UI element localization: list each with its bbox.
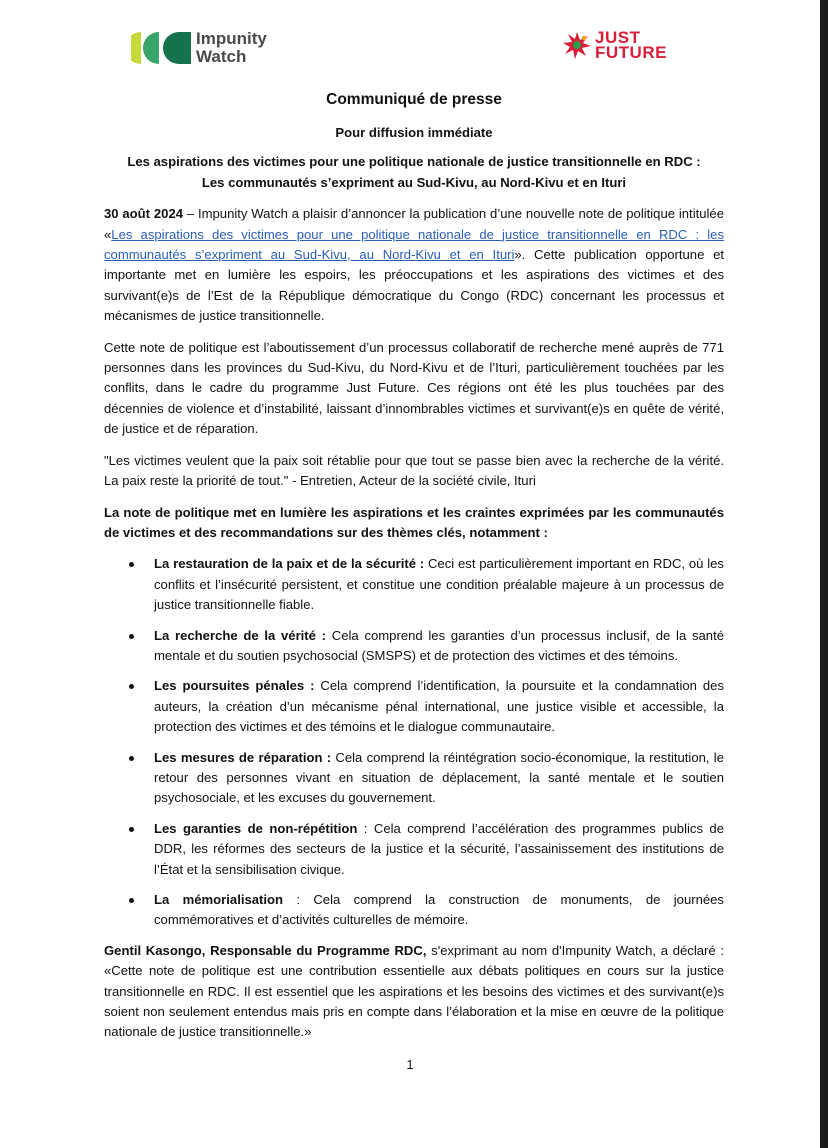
theme-label: Les mesures de réparation :: [154, 749, 332, 765]
theme-text: Ceci est particulièrement important en RDC, où les conflits et l’insécurité persistent, et constitue une condition préalable majeure à un processus de justice transitionnelle fiable.: [154, 556, 724, 613]
list-item: [104, 819, 724, 880]
theme-text: Cela comprend l’identification, la poursuite et la condamnation des auteurs, la création d’un mécanisme pénal international, une justice visible et accessible, la protection des victimes et des témoins et le dialogue communautaire.: [154, 678, 724, 735]
bullet-icon: [129, 562, 134, 567]
list-item: [104, 676, 724, 737]
just-future-logo-text: JUST FUTURE: [595, 28, 667, 62]
theme-label: La restauration de la paix et de la sécurité :: [154, 556, 425, 572]
bullet-icon: [129, 634, 134, 639]
victim-quote: "Les victimes veulent que la paix soit rétablie pour que tout se passe bien avec la recherche de la vérité. La paix reste la priorité de tout." - Entretien, Acteur de la société civile, Ituri: [104, 452, 724, 489]
closing-text: s'exprimant au nom d'Impunity Watch, a déclaré : «Cette note de politique est une contribution essentielle aux débats politiques en cours sur la justice transitionnelle en RDC. Il est essentiel que les aspirations et les besoins des victimes et des survivant(e)s soient non seulement entendus mais pris en compte dans l’élaboration et la mise en œuvre de la politique nationale de justice transitionnelle.»: [104, 942, 724, 1040]
bullet-icon: [129, 684, 134, 689]
heading-line-1: Les aspirations des victimes pour une politique nationale de justice transitionnelle en RDC :: [127, 154, 701, 170]
policy-note-link[interactable]: Les aspirations des victimes pour une politique nationale de justice transitionnelle en RDC : les communautés s’expriment au Sud-Kivu, au Nord-Kivu et en Ituri: [104, 226, 724, 263]
theme-text: : Cela comprend l’accélération des programmes publics de DDR, les réformes des secteurs de la justice et la sécurité, l’assainissement des institutions de l’État et la sensibilisation civique.: [154, 820, 724, 877]
press-release-body: [104, 89, 724, 1054]
page-number: 1: [406, 1057, 414, 1072]
list-item: [104, 626, 724, 667]
document-heading: [104, 152, 724, 193]
impunity-watch-logo-text: Impunity Watch: [196, 29, 267, 66]
bullet-icon: [129, 827, 134, 832]
list-item: [104, 890, 724, 931]
just-future-logo: [562, 28, 667, 62]
heading-line-2: Les communautés s’expriment au Sud-Kivu, au Nord-Kivu et en Ituri: [201, 174, 627, 190]
release-notice: Pour diffusion immédiate: [335, 125, 493, 140]
just-future-logo-icon: [562, 30, 592, 60]
theme-text: Cela comprend la réintégration socio-économique, la restitution, le retour des personnes vivant en situation de déplacement, la santé mentale et le soutien psychosociale, et les excuses du gouvernement.: [154, 749, 724, 806]
theme-label: Les garanties de non-répétition: [154, 820, 358, 836]
bullet-icon: [129, 898, 134, 903]
research-paragraph: Cette note de politique est l’aboutissement d’un processus collaboratif de recherche mené auprès de 771 personnes dans les provinces du Sud-Kivu, du Nord-Kivu et de l’Ituri, particulièrement touchées par les conflits, dans le cadre du programme Just Future. Ces régions ont été les plus touchées par des décennies de violence et d’instabilité, laissant d’innombrables victimes et survivant(e)s en quête de vérité, de justice et de réparation.: [104, 339, 724, 437]
list-item: [104, 554, 724, 615]
closing-statement: [104, 941, 724, 1043]
theme-text: Cela comprend les garanties d’un processus inclusif, de la santé mentale et du soutien psychosocial (SMSPS) et de protection des victimes et des témoins.: [154, 627, 724, 663]
key-themes-list: [104, 554, 724, 931]
intro-text-before-link: – Impunity Watch a plaisir d’annoncer la publication d’une nouvelle note de politique intitulée «: [104, 206, 724, 242]
theme-label: La mémorialisation: [154, 892, 284, 907]
theme-text: : Cela comprend la construction de monuments, de journées commémoratives et d’activités culturelles de mémoire.: [154, 892, 724, 928]
bullet-icon: [129, 756, 134, 761]
list-intro: La note de politique met en lumière les aspirations et les craintes exprimées par les communautés de victimes et des recommandations sur des thèmes clés, notamment :: [104, 504, 724, 540]
impunity-watch-logo: [131, 30, 267, 66]
speaker-name: Gentil Kasongo, Responsable du Programme RDC,: [104, 942, 427, 958]
theme-label: Les poursuites pénales :: [154, 678, 315, 694]
release-date: 30 août 2024: [104, 206, 184, 222]
impunity-watch-logo-icon: [131, 30, 193, 66]
intro-text-after-link: ». Cette publication opportune et importante met en lumière les espoirs, les préoccupations et les aspirations des victimes et des survivant(e)s de l’Est de la République démocratique du Congo (RDC) concernant les processus et mécanismes de justice transitionnelle.: [104, 247, 724, 324]
theme-label: La recherche de la vérité :: [154, 627, 327, 643]
intro-paragraph: [104, 204, 724, 326]
window-edge: [820, 0, 828, 1148]
list-item: [104, 748, 724, 809]
document-title: Communiqué de presse: [326, 91, 502, 108]
